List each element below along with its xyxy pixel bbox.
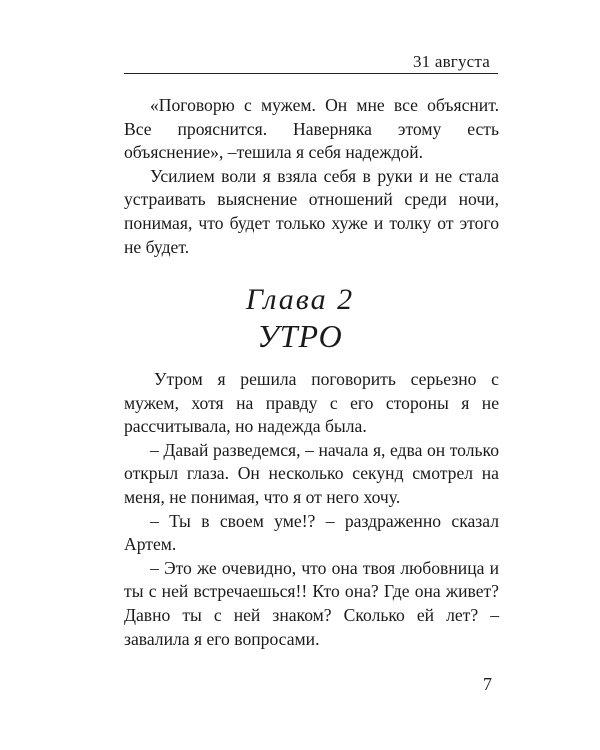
passage-before-chapter (124, 94, 499, 259)
paragraph: – Ты в своем уме!? – раздраженно сказал Артем. (124, 510, 499, 555)
passage-after-chapter (124, 368, 499, 651)
running-head: 31 августа (412, 52, 490, 71)
paragraph: Утром я решила поговорить серьезно с мужем, хотя на правду с его стороны я не рассчитывала, но надежда была. (124, 369, 499, 437)
header-rule (124, 73, 498, 74)
paragraph: «Поговорю с мужем. Он мне все объяснит. Все прояснится. Наверняка этому есть объяснение», –тешила я себя надеждой. (124, 95, 499, 163)
chapter-number: Глава 2 (245, 283, 355, 316)
chapter-title: УТРО (257, 318, 343, 354)
paragraph: – Давай разведемся, – начала я, едва он только открыл глаза. Он несколько секунд смотрел на меня, не понимая, что я от него хочу. (124, 439, 499, 507)
paragraph: – Это же очевидно, что она твоя любовница и ты с ней встречаешься!! Кто она? Где она живет? Давно ты с ней знаком? Сколько ей лет? – завалила я его вопросами. (124, 557, 499, 649)
paragraph: Усилием воли я взяла себя в руки и не стала устраивать выяснение отношений среди ночи, понимая, что будет только хуже и толку от этого не будет. (124, 165, 499, 257)
page-number: 7 (483, 674, 492, 694)
